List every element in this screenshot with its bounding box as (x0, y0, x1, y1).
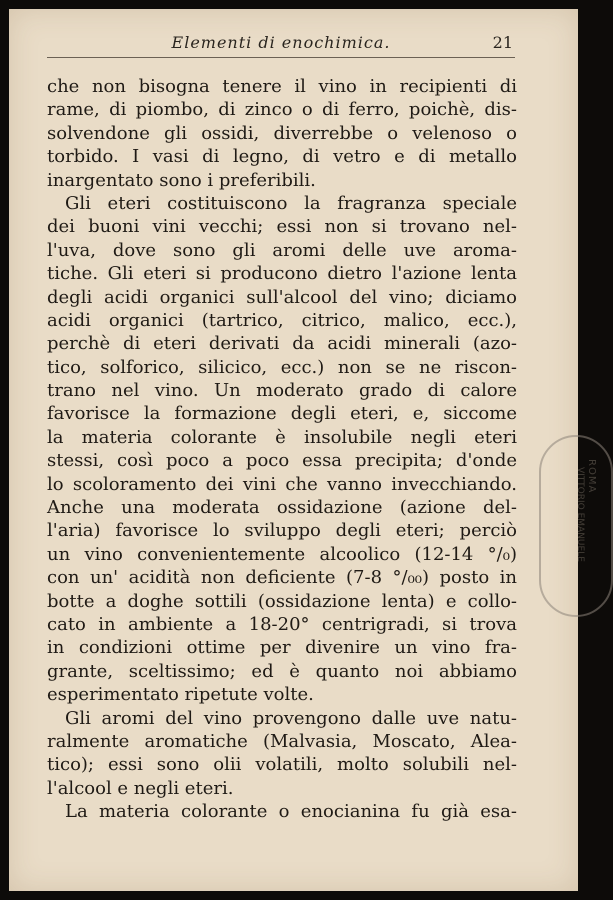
text-line: ralmente aromatiche (Malvasia, Moscato, Alea- (47, 730, 517, 752)
stamp-text-inner: VITTORIO EMANUELE (575, 467, 585, 562)
text-line: acidi organici (tartrico, citrico, malico, ecc.), (47, 309, 517, 331)
text-line: grante, sceltissimo; ed è quanto noi abbiamo (47, 660, 517, 682)
text-line: inargentato sono i preferibili. (47, 169, 316, 191)
text-line: lo scoloramento dei vini che vanno invecchiando. (47, 473, 517, 495)
text-line: in condizioni ottime per divenire un vino fra- (47, 637, 517, 659)
text-line: con un' acidità non deficiente (7-8 °/₀₀) posto in (47, 567, 517, 589)
text-line: trano nel vino. Un moderato grado di calore (47, 380, 517, 402)
text-line: Gli aromi del vino provengono dalle uve natu- (65, 707, 517, 729)
text-line: stessi, così poco a poco essa precipita; d'onde (47, 450, 517, 472)
text-line: solvendone gli ossidi, diverrebbe o velenoso o (47, 122, 517, 144)
text-line: un vino convenientemente alcoolico (12-14 °/₀) (47, 543, 517, 565)
text-line: tiche. Gli eteri si producono dietro l'azione lenta (47, 263, 517, 285)
text-line: botte a doghe sottili (ossidazione lenta) e collo- (47, 590, 517, 612)
library-stamp (539, 435, 613, 617)
text-line: esperimentato ripetute volte. (47, 684, 314, 706)
running-title: Elementi di enochimica. (171, 33, 391, 52)
body-text (47, 75, 517, 824)
text-line: che non bisogna tenere il vino in recipienti di (47, 76, 517, 97)
text-line: Gli eteri costituiscono la fragranza speciale (65, 192, 517, 214)
stamp-text-outer: ROMA (586, 459, 597, 494)
text-line: favorisce la formazione degli eteri, e, siccome (47, 403, 517, 425)
text-line: tico); essi sono olii volatili, molto solubili nel- (47, 754, 517, 776)
text-line: rame, di piombo, di zinco o di ferro, poichè, dis- (47, 99, 517, 121)
text-line: dei buoni vini vecchi; essi non si trovano nel- (47, 216, 517, 238)
text-line: tico, solforico, silicico, ecc.) non se ne riscon- (47, 356, 517, 378)
text-line: perchè di eteri derivati da acidi minerali (azo- (47, 333, 517, 355)
page-number: 21 (492, 33, 513, 52)
page-header (47, 31, 515, 58)
text-line: l'aria) favorisce lo sviluppo degli eteri; perciò (47, 520, 517, 542)
text-line: la materia colorante è insolubile negli eteri (47, 426, 517, 448)
text-line: La materia colorante o enocianina fu già esa- (65, 801, 517, 823)
text-line: cato in ambiente a 18-20° centrigradi, si trova (47, 613, 517, 635)
text-line: l'uva, dove sono gli aromi delle uve aroma- (47, 239, 517, 261)
text-line: torbido. I vasi di legno, di vetro e di metallo (47, 146, 517, 168)
book-page (9, 9, 597, 891)
text-line: degli acidi organici sull'alcool del vino; diciamo (47, 286, 517, 308)
text-line: l'alcool e negli eteri. (47, 777, 234, 799)
text-line: Anche una moderata ossidazione (azione del- (47, 497, 517, 519)
